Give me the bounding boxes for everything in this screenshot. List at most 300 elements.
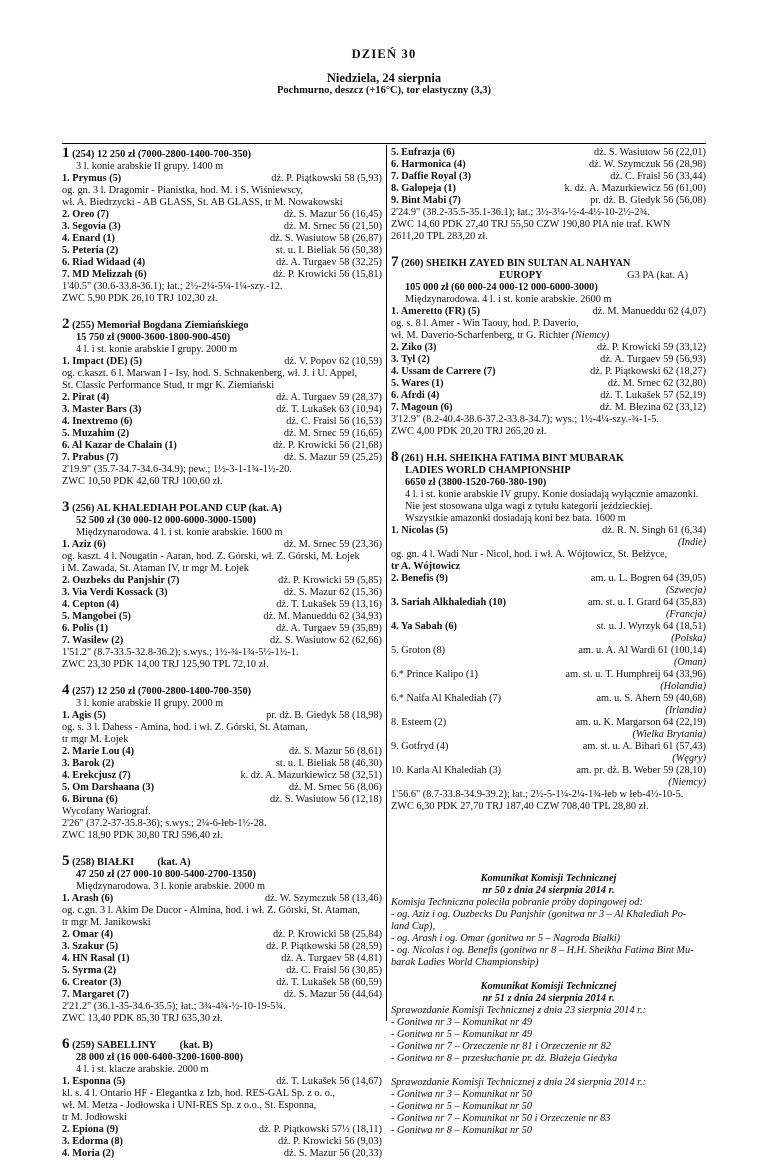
race-place-country: (Irlandia) [665, 705, 706, 716]
notice-line: - Gonitwa nr 8 – przesłuchanie pr. dż. Błażeja Giedyka [391, 1053, 618, 1064]
race-category: (kat. B) [156, 1040, 213, 1051]
race-place-right: dż. S. Mazur 56 (8,61) [289, 746, 382, 757]
race-place-left: 7. Wasilew (2) [62, 635, 124, 646]
race-place [62, 269, 382, 281]
race-prize: 28 000 zł (16 000-6400-3200-1600-800) [76, 1052, 244, 1063]
race-place-left: 5. Syrma (2) [62, 965, 117, 976]
race-result: 2'24.9" (38.2-35.5-35.1-36.1); łat.; 3½-3¼-½-4-4½-10-2½-2¾. [391, 207, 650, 218]
race-place-country: (Francja) [665, 609, 706, 620]
race-place-left: 5. Muzahim (2) [62, 428, 130, 439]
race-place-left: 4. HN Rasal (1) [62, 953, 130, 964]
race-place-left: 3. Barok (2) [62, 758, 115, 769]
race-place [62, 575, 382, 587]
race-winner-right: dż. M. Manueddu 62 (4,07) [592, 306, 706, 317]
race-place-left: 2. Epiona (9) [62, 1124, 119, 1135]
race-place [62, 989, 382, 1001]
race-conditions: 3 l. konie arabskie II grupy. 1400 m [76, 161, 224, 172]
notice-line: barak Ladies World Championship) [391, 957, 539, 968]
race-place [62, 209, 382, 221]
race-place-right: dż. A. Turgaev 59 (28,37) [276, 392, 382, 403]
race-place [391, 645, 706, 657]
race-place [62, 782, 382, 794]
race-place [62, 941, 382, 953]
race-place-left: 2. Ziko (3) [391, 342, 437, 353]
race-place-right: dż. M. Błezina 62 (33,12) [599, 402, 706, 413]
race-place-left: 8. Galopeja (1) [391, 183, 456, 194]
race-place [62, 416, 382, 428]
race-title: (255) Memoriał Bogdana Ziemiańskiego [69, 320, 249, 331]
race-prize: 47 250 zł (27 000-10 800-5400-2700-1350) [76, 869, 256, 880]
race-place [62, 611, 382, 623]
race-place-left: 7. Magoun (6) [391, 402, 453, 413]
race-result: 2'26" (37.2-37-35.8-36); s.wys.; 2¼-6-łeb-1½-28. [62, 818, 267, 829]
race-place-left: 4. Cepton (4) [62, 599, 119, 610]
race-breeding-line: kl. s. 4 l. Ontario HF - Elegantka z Izb, hod. RES-GAL Sp. z o. o., [62, 1088, 336, 1099]
race-place-horse: 3. Sariah Alkhalediah (10) [391, 597, 507, 608]
race-place-left: 4. Moria (2) [62, 1148, 115, 1159]
race-place [62, 1148, 382, 1160]
race-block [62, 684, 382, 842]
race-place [391, 195, 706, 207]
race-winner-left: 1. Ameretto (FR) (5) [391, 306, 481, 317]
race-place-right: dż. M. Srnec 62 (32,80) [607, 378, 706, 389]
race-place [62, 953, 382, 965]
notice-line: - Gonitwa nr 7 – Orzeczenie nr 81 i Orzeczenie nr 82 [391, 1041, 611, 1052]
race-title: (257) 12 250 zł (7000-2800-1400-700-350) [69, 686, 252, 697]
race-breeding-line: tr A. Wójtowicz [391, 561, 461, 572]
race-place [391, 669, 706, 681]
race-place-right: dż. S. Wasiutow 58 (26,87) [270, 233, 382, 244]
page-day-title: DZIEŃ 30 [351, 47, 417, 61]
race-breeding-line: og. kaszt. 4 l. Nougatin - Aaran, hod. Z. Górski, wł. Z. Górski, M. Łojek [62, 551, 360, 562]
race-breeding-line: og. c.gn. 3 l. Akim De Ducor - Almina, hod. i wł. Z. Górski, St. Ataman, [62, 905, 361, 916]
race-winner-right: dż. W. Szymczuk 58 (13,46) [265, 893, 382, 904]
race-place-right: dż. S. Mazur 59 (25,25) [283, 452, 382, 463]
race-place-left: 3. Tyl (2) [391, 354, 430, 365]
race-place-jockey: am. u. L. Bogren 64 (39,05) [590, 573, 706, 584]
race-number: 4 [62, 682, 70, 698]
race-winner-left: 1. Impact (DE) (5) [62, 356, 143, 367]
race-place [391, 378, 706, 390]
race-winner [62, 539, 382, 551]
page-weather: Pochmurno, deszcz (+16°C), tor elastyczny (3,3) [276, 85, 492, 96]
race-place [391, 765, 706, 777]
notice-line: - Gonitwa nr 5 – Komunikat nr 49 [391, 1029, 533, 1040]
race-title: (259) SABELLINY [69, 1040, 157, 1051]
race-place-country: (Węgry) [672, 753, 706, 764]
race-place-country: (Szwecja) [665, 585, 706, 596]
notice-line: - og. Nicolas i og. Benefis (gonitwa nr 8 – H.H. Sheikha Fatima Bint Mu- [391, 945, 694, 956]
notice-line: - og. Arash i og. Omar (gonitwa nr 5 – Nagroda Białki) [391, 933, 621, 944]
race-winner [62, 356, 382, 368]
column-divider [386, 145, 387, 1021]
race-place-left: 3. Edorma (8) [62, 1136, 123, 1147]
race-place-left: 4. Erekcjusz (7) [62, 770, 131, 781]
race-place-country: (Wielka Brytania) [632, 729, 706, 740]
race-place-country: (Niemcy) [668, 777, 706, 788]
race-place [62, 599, 382, 611]
race-place [391, 693, 706, 705]
race-breeding-line: og. s. 3 l. Dahess - Amina, hod. i wł. Z. Górski, St. Ataman, [62, 722, 308, 733]
race-place-right: dż. S. Mazur 56 (44,64) [283, 989, 382, 1000]
race-conditions: Międzynarodowa. 3 l. konie arabskie. 2000 m [76, 881, 266, 892]
race-place [62, 977, 382, 989]
race-place [62, 758, 382, 770]
notice-line: land Cup), [391, 921, 436, 932]
race-place-right: dż. A. Turgaev 59 (35,89) [276, 623, 382, 634]
race-title-2: LADIES WORLD CHAMPIONSHIP [405, 465, 571, 476]
race-place [62, 929, 382, 941]
race-title-2-right: G3 PA (kat. A) [627, 270, 688, 281]
race-place-right: dż. S. Wasiutow 56 (22,01) [594, 147, 706, 158]
race-place [391, 717, 706, 729]
race-title: (260) SHEIKH ZAYED BIN SULTAN AL NAHYAN [398, 258, 631, 269]
notice-line: - Gonitwa nr 5 – Komunikat nr 50 [391, 1101, 533, 1112]
race-prize: 15 750 zł (9000-3600-1800-900-450) [76, 332, 231, 343]
race-winner-left: 1. Aziz (6) [62, 539, 106, 550]
race-place-country: (Polska) [671, 633, 706, 644]
race-place [391, 573, 706, 585]
race-winner-right: dż. T. Lukašek 56 (14,67) [276, 1076, 382, 1087]
race-place-jockey: am. u. K. Margarson 64 (22,19) [575, 717, 706, 728]
race-place-jockey: am. st. u. I. Grard 64 (35,83) [587, 597, 706, 608]
race-winner-right: dż. M. Srnec 59 (23,36) [283, 539, 382, 550]
race-place [391, 354, 706, 366]
race-number: 2 [62, 316, 70, 332]
race-place-left: 6. Al Kazar de Chalain (1) [62, 440, 177, 451]
race-conditions: Nie jest stosowana ulga wagi z tytułu kategorii jeździeckiej. [405, 501, 653, 512]
race-place-right: dż. P. Krowicki 59 (5,85) [278, 575, 382, 586]
race-place [391, 171, 706, 183]
race-heading [391, 451, 706, 465]
race-winner [391, 306, 706, 318]
race-winner-left: 1. Agis (5) [62, 710, 106, 721]
race-title: (261) H.H. SHEIKHA FATIMA BINT MUBARAK [398, 453, 624, 464]
race-place-left: 4. Ussam de Carrere (7) [391, 366, 496, 377]
race-winner-country: (Indie) [677, 537, 706, 548]
race-place-right: dż. P. Krowicki 58 (25,84) [273, 929, 382, 940]
race-place-left: 4. Enard (1) [62, 233, 115, 244]
notice-line: - Gonitwa nr 7 – Komunikat nr 50 i Orzeczenie nr 83 [391, 1113, 611, 1124]
race-place-right: st. u. I. Bieliak 58 (46,30) [275, 758, 382, 769]
race-result: 3'12.9" (8.2-40.4-38.6-37.2-33.8-34.7); wys.; 1½-4¼-szy.-¾-1-5. [391, 414, 659, 425]
race-place-right: dż. P. Krowicki 56 (9,03) [278, 1136, 382, 1147]
race-result: ZWC 4,00 PDK 20,20 TRJ 265,20 zł. [391, 426, 547, 437]
race-place-horse: 2. Benefis (9) [391, 573, 448, 584]
race-winner-right: pr. dż. B. Giedyk 58 (18,98) [266, 710, 382, 721]
race-breeding-text: wł. M. Daverio-Scharfenberg, tr G. Richter [391, 330, 569, 341]
race-place-right: dż. M. Srnec 59 (16,65) [283, 428, 382, 439]
race-winner [62, 710, 382, 722]
race-winner-right: dż. P. Piątkowski 58 (5,93) [271, 173, 382, 184]
race-breeding-line [391, 330, 706, 342]
race-place-left: 7. Prabus (7) [62, 452, 119, 463]
race-breeding-line: tr M. Jodłowski [62, 1112, 127, 1123]
left-column [62, 147, 382, 1173]
race-place-right: dż. W. Szymczuk 56 (28,98) [589, 159, 706, 170]
race-place-left: 7. Daffie Royal (3) [391, 171, 472, 182]
race-place-left: 4. Inextremo (6) [62, 416, 133, 427]
race-prize: 105 000 zł (60 000-24 000-12 000-6000-3000) [405, 282, 598, 293]
race-place [391, 147, 706, 159]
notice-line: - Gonitwa nr 8 – Komunikat nr 50 [391, 1125, 533, 1136]
notice-title: Komunikat Komisji Technicznej [480, 981, 617, 992]
race-title-2-left: EUROPY [499, 270, 543, 281]
race-place-country: (Holandia) [660, 681, 706, 692]
notice-number: nr 50 z dnia 24 sierpnia 2014 r. [482, 885, 615, 896]
race-place [391, 597, 706, 609]
race-place-right: dż. S. Mazur 56 (16,45) [283, 209, 382, 220]
race-place-right: dż. M. Srnec 56 (8,06) [289, 782, 382, 793]
notice-line: - Gonitwa nr 3 – Komunikat nr 49 [391, 1017, 533, 1028]
race-place-right: pr. dż. B. Giedyk 56 (56,08) [590, 195, 706, 206]
race-place-left: 6. Creator (3) [62, 977, 122, 988]
race-breeding-line: og. gn. 3 l. Dragomir - Pianistka, hod. M. i S. Wiśniewscy, [62, 185, 303, 196]
race-heading [391, 256, 706, 270]
race-8-block [391, 451, 706, 813]
race-place [391, 402, 706, 414]
race-breeding-line: wł. M. Metza - Jodłowska i UNI-RES Sp. z o.o., St. Esponna, [62, 1100, 317, 1111]
race-result: ZWC 13,40 PDK 85,30 TRJ 635,30 zł. [62, 1013, 223, 1024]
race-place [62, 404, 382, 416]
race-conditions: 4 l. i st. klacze arabskie. 2000 m [76, 1064, 209, 1075]
race-number: 7 [391, 254, 399, 270]
race-heading [62, 1038, 382, 1052]
race-place-right: dż. C. Fraisl 56 (30,85) [286, 965, 382, 976]
race-place [391, 366, 706, 378]
race-place-right: dż. C. Fraisl 56 (33,44) [610, 171, 706, 182]
race-winner-right: dż. R. N. Singh 61 (6,34) [602, 525, 706, 536]
race-result: ZWC 6,30 PDK 27,70 TRJ 187,40 CZW 708,40 TPL 28,80 zł. [391, 801, 649, 812]
race-winner [62, 893, 382, 905]
notice-title: Komunikat Komisji Technicznej [480, 873, 617, 884]
race-place-jockey: am. st. u. A. Bihari 61 (57,43) [582, 741, 706, 752]
race-place-right: dż. M. Manueddu 62 (34,93) [263, 611, 382, 622]
race-block [62, 1038, 382, 1160]
race-number: 8 [391, 449, 399, 465]
race-place-left: 2. Marie Lou (4) [62, 746, 135, 757]
race-prize: 52 500 zł (30 000-12 000-6000-3000-1500) [76, 515, 256, 526]
race-place [62, 623, 382, 635]
race-place-right: dż. C. Fraisl 56 (16,53) [286, 416, 382, 427]
race-place [62, 587, 382, 599]
race-place-horse: 5. Groton (8) [391, 645, 446, 656]
race-title: (258) BIAŁKI [69, 857, 135, 868]
race-place [391, 621, 706, 633]
race-place [62, 965, 382, 977]
race-result: ZWC 10,50 PDK 42,60 TRJ 100,60 zł. [62, 476, 223, 487]
race-place-jockey: am. pr. dż. B. Weber 59 (28,10) [576, 765, 706, 776]
race-breeding-line: og. gn. 4 l. Wadi Nur - Nicol, hod. i wł. A. Wójtowicz, St. Bełżyce, [391, 549, 668, 560]
race-breeding-line: St. Classic Performance Stud, tr mgr K. Ziemiański [62, 380, 275, 391]
race-number: 5 [62, 853, 70, 869]
header-rule [62, 143, 706, 144]
race-place-right: dż. S. Mazur 56 (20,33) [283, 1148, 382, 1159]
race-place-horse: 6.* Naifa Al Khalediah (7) [391, 693, 502, 704]
page-header [0, 48, 768, 97]
race-6-continuation [391, 147, 706, 243]
race-place-right: st. u. I. Bieliak 56 (50,38) [275, 245, 382, 256]
race-heading [62, 147, 382, 161]
race-number: 1 [62, 145, 70, 161]
race-place-right: dż. A. Turgaev 59 (56,93) [600, 354, 706, 365]
page-date: Niedziela, 24 sierpnia [326, 71, 442, 85]
race-breeding-country: (Niemcy) [568, 330, 610, 341]
race-place-horse: 10. Karla Al Khalediah (3) [391, 765, 502, 776]
race-winner-left: 1. Prymus (5) [62, 173, 122, 184]
race-place-left: 5. Eufrazja (6) [391, 147, 455, 158]
right-column [391, 147, 706, 1137]
race-title-2 [391, 270, 706, 282]
race-place-right: dż. A. Turgaev 58 (32,25) [276, 257, 382, 268]
race-place-left: 3. Via Verdi Kossack (3) [62, 587, 168, 598]
race-place-right: dż. P. Piątkowski 58 (28,59) [266, 941, 382, 952]
race-block [62, 501, 382, 671]
race-place [62, 245, 382, 257]
race-place [62, 1136, 382, 1148]
race-winner-left: 1. Esponna (5) [62, 1076, 126, 1087]
race-place [62, 1124, 382, 1136]
race-place [62, 440, 382, 452]
race-place [62, 257, 382, 269]
race-winner-left: 1. Nicolas (5) [391, 525, 448, 536]
race-winner-right: dż. V. Popov 62 (10,59) [284, 356, 382, 367]
race-winner [62, 173, 382, 185]
race-place-right: dż. M. Srnec 56 (21,50) [283, 221, 382, 232]
race-breeding-line: tr mgr M. Łojek [62, 734, 129, 745]
race-place-left: 5. Wares (1) [391, 378, 444, 389]
race-conditions: 3 l. konie arabskie II grupy. 2000 m [76, 698, 224, 709]
race-place-right: dż. P. Piątkowski 62 (18,27) [590, 366, 706, 377]
race-place-right: dż. S. Wasiutow 62 (62,66) [270, 635, 382, 646]
race-place [62, 392, 382, 404]
race-conditions: 4 l. i st. konie arabskie IV grupy. Konie dosiadają wyłącznie amazonki. [405, 489, 699, 500]
race-heading [62, 318, 382, 332]
race-place-country: (Oman) [673, 657, 706, 668]
race-place-left: 3. Szakur (5) [62, 941, 119, 952]
race-heading [62, 855, 382, 869]
race-place [391, 159, 706, 171]
race-category: (kat. A) [134, 857, 191, 868]
race-breeding-line: tr mgr M. Janikowski [62, 917, 151, 928]
race-place [62, 452, 382, 464]
race-breeding-line: wł. A. Biedrzycki - AB GLASS, St. AB GLASS, tr M. Nowakowski [62, 197, 343, 208]
notice-line: Komisja Techniczna poleciła pobranie próby dopingowej od: [391, 897, 643, 908]
race-place-right: dż. P. Piątkowski 57½ (18,11) [258, 1124, 382, 1135]
race-place-left: 9. Bint Mabi (7) [391, 195, 461, 206]
race-result: 1'40.5" (30.6-33.8-36.1); łat.; 2½-2¼-5¼-1¼-szy.-12. [62, 281, 283, 292]
race-place-horse: 6.* Prince Kalipo (1) [391, 669, 478, 680]
race-place-left: 2. Omar (4) [62, 929, 113, 940]
race-result: 2611,20 TPL 283,20 zł. [391, 231, 488, 242]
race-place-right: dż. P. Krowicki 56 (15,81) [273, 269, 382, 280]
notice-line: - Gonitwa nr 3 – Komunikat nr 50 [391, 1089, 533, 1100]
notice-line: Sprawozdanie Komisji Technicznej z dnia 24 sierpnia 2014 r.: [391, 1077, 647, 1088]
race-block [62, 318, 382, 488]
race-place [391, 741, 706, 753]
race-place-left: 6. Harmonica (4) [391, 159, 466, 170]
race-place [391, 342, 706, 354]
race-place-horse: 9. Gotfryd (4) [391, 741, 449, 752]
technical-committee-notice [391, 873, 706, 969]
race-breeding-line: og. c.kaszt. 6 l. Marwan I - Isy, hod. S. Schnakenberg, wł. J. i U. Appel, [62, 368, 358, 379]
race-conditions: Międzynarodowa. 4 l. i st. konie arabskie. 2600 m [405, 294, 612, 305]
race-place [62, 794, 382, 806]
race-place [62, 770, 382, 782]
race-number: 6 [62, 1036, 70, 1052]
race-place-left: 5. Peteria (2) [62, 245, 119, 256]
race-block [62, 147, 382, 305]
race-place [62, 221, 382, 233]
race-place-left: 7. MD Melizzah (6) [62, 269, 147, 280]
race-block [62, 855, 382, 1025]
technical-committee-notice [391, 981, 706, 1137]
race-place-horse: 8. Esteem (2) [391, 717, 447, 728]
race-place-left: 6. Biruna (6) [62, 794, 118, 805]
race-place-left: 2. Oreo (7) [62, 209, 109, 220]
race-place-left: 3. Master Bars (3) [62, 404, 142, 415]
race-result: 1'56.6" (8.7-33.8-34.9-39.2); łat.; 2½-5-1¼-2¼-1¾-łeb w łeb-4½-10-5. [391, 789, 684, 800]
race-place-jockey: am. st. u. T. Humphreij 64 (33,96) [565, 669, 706, 680]
race-place-left: 3. Segovia (3) [62, 221, 121, 232]
race-prize: 6650 zł (3800-1520-760-380-190) [405, 477, 547, 488]
race-place [391, 390, 706, 402]
race-winner [62, 1076, 382, 1088]
race-place-left: 7. Margaret (7) [62, 989, 129, 1000]
notice-number: nr 51 z dnia 24 sierpnia 2014 r. [482, 993, 615, 1004]
notice-line: - og. Aziz i og. Ouzbecks Du Panjshir (gonitwa nr 3 – Al Khalediah Po- [391, 909, 687, 920]
race-winner-left: 1. Arash (6) [62, 893, 114, 904]
race-place-right: dż. T. Lukašek 57 (52,19) [600, 390, 706, 401]
race-7-block [391, 256, 706, 438]
race-place [62, 635, 382, 647]
race-place-right: dż. T. Lukašek 63 (10,94) [276, 404, 382, 415]
race-result: ZWC 18,90 PDK 30,80 TRJ 596,40 zł. [62, 830, 223, 841]
race-place-right: k. dż. A. Mazurkiewicz 58 (32,51) [240, 770, 382, 781]
race-place-left: 2. Pirat (4) [62, 392, 110, 403]
race-place [62, 233, 382, 245]
race-title: (256) AL KHALEDIAH POLAND CUP (kat. A) [69, 503, 282, 514]
race-conditions: Wszystkie amazonki dosiadają koni bez bata. 1600 m [405, 513, 626, 524]
race-place-right: dż. T. Lukašek 58 (60,59) [276, 977, 382, 988]
race-result: 2'21.2" (36.1-35-34.6-35.5); łat.; 3¾-4¾-½-10-19-5¾. [62, 1001, 286, 1012]
race-place-left: 6. Afrdi (4) [391, 390, 440, 401]
race-place-left: 6. Riad Widaad (4) [62, 257, 146, 268]
race-place-horse: 4. Ya Sabah (6) [391, 621, 457, 632]
race-heading [62, 501, 382, 515]
notice-line [391, 1065, 706, 1077]
race-place [391, 183, 706, 195]
race-place-right: dż. P. Krowicki 56 (21,68) [273, 440, 382, 451]
race-place-left: 5. Mangobei (5) [62, 611, 131, 622]
race-place-right: dż. P. Krowicki 59 (33,12) [597, 342, 706, 353]
race-result: ZWC 14,60 PDK 27,40 TRJ 55,50 CZW 190,80 PIA nie traf. KWN [391, 219, 671, 230]
race-place-left: 2. Ouzbeks du Panjshir (7) [62, 575, 180, 586]
race-breeding-line: i M. Zawada, St. Ataman IV, tr mgr M. Łojek [62, 563, 249, 574]
race-place [62, 428, 382, 440]
notice-line: Sprawozdanie Komisji Technicznej z dnia 23 sierpnia 2014 r.: [391, 1005, 647, 1016]
race-place [62, 746, 382, 758]
race-place-left: 6. Polis (1) [62, 623, 109, 634]
race-place-jockey: st. u. J. Wyrzyk 64 (18,51) [596, 621, 706, 632]
race-result: ZWC 23,30 PDK 14,00 TRJ 125,90 TPL 72,10 zł. [62, 659, 269, 670]
race-place-left: 5. Om Darshaana (3) [62, 782, 155, 793]
race-result: 2'19.9" (35.7-34.7-34.6-34.9); pew.; 1½-3-1-1¾-1½-20. [62, 464, 292, 475]
race-place-right: dż. A. Turgaev 58 (4,81) [281, 953, 382, 964]
race-number: 3 [62, 499, 70, 515]
race-place-right: k. dż. A. Mazurkiewicz 56 (61,00) [564, 183, 706, 194]
race-place-right: dż. S. Mazur 62 (15,36) [283, 587, 382, 598]
